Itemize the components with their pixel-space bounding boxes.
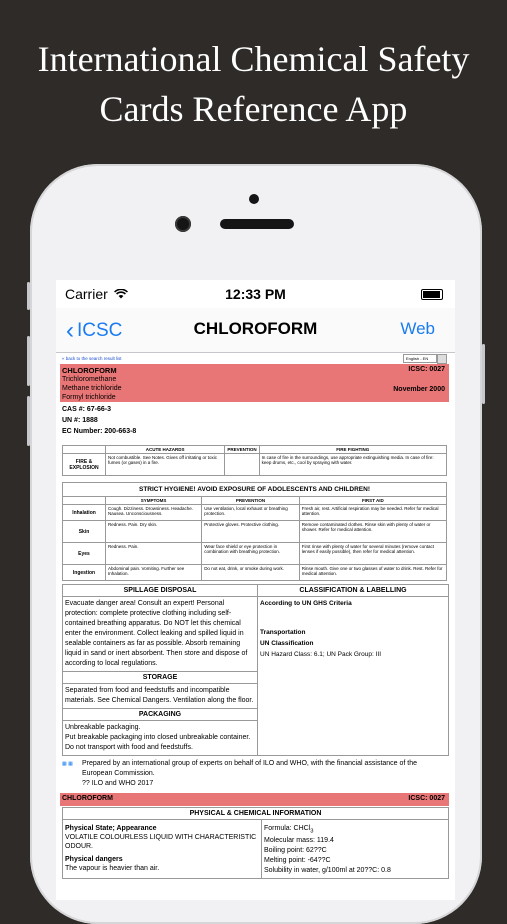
state-label: Physical State; Appearance [65,825,157,832]
packaging-line: Unbreakable packaging. [65,724,141,731]
boiling-point: Boiling point: 62??C [264,847,327,855]
solubility: Solubility in water, g/100ml at 20??C: 0.8 [264,867,391,875]
table-cell: Redness. Pain. [106,543,202,565]
battery-icon [421,289,443,300]
un-number: UN #: 1888 [62,417,98,424]
packaging-line: Do not transport with food and feedstuffs. [65,744,193,751]
page-title: CHLOROFORM [193,319,318,338]
table-cell: Remove contaminated clothes. Rinse skin with plenty of water or shower. Refer for medical attention. [299,521,446,543]
column-header: PREVENTION [225,446,259,454]
storage-text: Separated from food and feedstuffs and incompatible materials. See Chemical Dangers. Ventilation along the floor. [63,684,257,709]
state-text: VOLATILE COLOURLESS LIQUID WITH CHARACTERISTIC ODOUR. [65,834,257,850]
chemical-name: CHLOROFORM [62,795,113,802]
blank-header [63,446,106,454]
packaging-line: Put breakable packaging into closed unbreakable container. [65,734,251,741]
column-header: FIRE FIGHTING [259,446,446,454]
column-header: SYMPTOMS [106,497,202,505]
card-header [60,364,449,402]
table-cell: Use ventilation, local exhaust or breathing protection. [202,505,300,521]
clock: 12:33 PM [225,286,286,302]
proximity-sensor [249,194,259,204]
physical-right-column [262,820,448,878]
hazards-table [62,445,447,476]
phone-screen [56,280,455,900]
table-cell: In case of fire in the surroundings, use appropriate extinguishing media. In case of fire: keep drums, etc., cool by spraying with water. [259,454,446,476]
row-label: FIRE & EXPLOSION [63,454,106,476]
table-cell: Wear face shield or eye protection in combination with breathing protection. [202,543,300,565]
spillage-title: SPILLAGE DISPOSAL [63,585,257,597]
back-to-results-link[interactable]: « back to the search result list [62,356,122,361]
column-header: PREVENTION [202,497,300,505]
left-column [63,585,258,755]
power-button [482,344,485,404]
cas-number: CAS #: 67-66-3 [62,406,112,413]
mute-switch [27,282,30,310]
icsc-number: ICSC: 0027 [408,366,445,373]
back-label: ICSC [77,320,123,341]
language-go-button[interactable] [437,354,447,364]
un-hazard-class: UN Hazard Class: 6.1; UN Pack Group: III [260,651,382,658]
row-label: Inhalation [63,505,106,521]
table-cell: Redness. Pain. Dry skin. [106,521,202,543]
packaging-title: PACKAGING [63,709,257,721]
spillage-text: Evacuate danger area! Consult an expert! Personal protection: complete protective clothing including self-contained breathing apparatus. Do NOT let this chemical enter the environment. Collect leaking and spilled liquid in sealable containers as far as possible. Absorb remaining liquid in sand or inert absorbent. Then store and dispose of according to local regulations. [63,597,257,672]
card-header-repeat [60,793,449,806]
icsc-number: ICSC: 0027 [408,795,445,802]
column-header: ACUTE HAZARDS [106,446,225,454]
storage-title: STORAGE [63,672,257,684]
copyright: ?? ILO and WHO 2017 [82,780,154,787]
transport-heading: Transportation [260,629,306,636]
volume-down-button [27,396,30,446]
table-row [63,543,447,565]
front-camera-icon [175,216,191,232]
ilo-who-logo-icon: ▦ ▦ [62,761,73,767]
headline-line-2: Cards Reference App [99,89,408,129]
volume-up-button [27,336,30,386]
dangers-label: Physical dangers [65,856,123,863]
blank-header [63,497,106,505]
table-cell: Rinse mouth. Give one or two glasses of water to drink. Rest. Refer for medical attention. [299,565,446,581]
un-classification-heading: UN Classification [260,640,314,647]
status-bar [56,280,455,308]
right-column [258,585,448,755]
table-cell: Fresh air, rest. Artificial respiration may be needed. Refer for medical attention. [299,505,446,521]
synonym: Methane trichloride [62,385,122,392]
formula-subscript: 3 [310,828,314,835]
table-row [63,521,447,543]
ec-number: EC Number: 200-663-8 [62,428,137,435]
footer-text: Prepared by an international group of experts on behalf of ILO and WHO, with the financial assistance of the European Commission. [82,760,418,777]
classification-title: CLASSIFICATION & LABELLING [258,585,448,597]
table-row [63,505,447,521]
promo-headline [0,34,507,134]
navigation-bar [56,308,455,353]
chemical-name: CHLOROFORM [62,366,117,375]
icsc-card [60,354,449,900]
language-select[interactable]: English - EN [403,354,437,363]
synonym: Trichloromethane [62,376,117,383]
table-cell: Do not eat, drink, or smoke during work. [202,565,300,581]
identifiers [60,402,449,437]
chevron-left-icon: ‹ [66,317,74,344]
physical-chemical-title: PHYSICAL & CHEMICAL INFORMATION [63,808,448,820]
headline-line-1: International Chemical Safety [37,39,470,79]
table-cell: Protective gloves. Protective clothing. [202,521,300,543]
packaging-text [63,721,257,755]
card-footer [60,759,449,789]
disposal-classification-section [62,584,449,756]
molecular-mass: Molecular mass: 119.4 [264,837,334,845]
melting-point: Melting point: -64??C [264,857,331,865]
synonym: Formyl trichloride [62,394,116,401]
column-header: FIRST AID [299,497,446,505]
web-button[interactable]: Web [400,319,435,338]
carrier-text: Carrier [65,286,108,302]
ghs-criteria: According to UN GHS Criteria [260,600,352,607]
formula: Formula: CHCl [264,825,311,832]
earpiece-speaker [220,219,294,229]
row-label: Skin [63,521,106,543]
hygiene-banner: STRICT HYGIENE! AVOID EXPOSURE OF ADOLESCENTS AND CHILDREN! [63,483,447,497]
dangers-text: The vapour is heavier than air. [65,865,160,872]
card-date: November 2000 [393,386,445,393]
table-cell: First rinse with plenty of water for several minutes (remove contact lenses if easily possible), then refer for medical attention. [299,543,446,565]
row-label: Ingestion [63,565,106,581]
physical-left-column [63,820,262,878]
table-cell: Not combustible. See Notes. Gives off irritating or toxic fumes (or gases) in a fire. [106,454,225,476]
row-label: Eyes [63,543,106,565]
physical-chemical-section [62,807,449,879]
exposure-table [62,482,447,581]
table-row [63,565,447,581]
table-cell: Abdominal pain. Vomiting. Further see Inhalation. [106,565,202,581]
table-cell [225,454,259,476]
table-cell: Cough. Dizziness. Drowsiness. Headache. Nausea. Unconsciousness. [106,505,202,521]
